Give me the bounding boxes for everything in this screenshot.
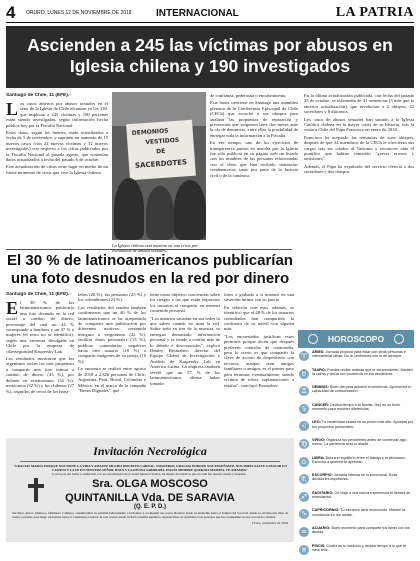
- sign-name: PISCIS:: [312, 543, 326, 548]
- protest-sign: [126, 120, 196, 180]
- story1-headline: Ascienden a 245 las víctimas por abusos en Iglesia chilena y 190 investigados: [6, 26, 414, 88]
- story2-column-4: [224, 292, 294, 434]
- story1-dateline: Santiago de Chile, 11 (EFE).-: [6, 93, 71, 98]
- story2-column-2: [78, 292, 146, 434]
- sign-text: DE: [155, 147, 166, 156]
- horoscope-entry: [298, 508, 414, 526]
- horoscope-entry: [298, 526, 414, 544]
- story1-paragraph: En la última actualización publicada, con fecha del pasado 25 de octubre, se informaba de 41 sentencias (3 más que la anterior actualización), que involucran a 2 obispos, 42 sacerdotes y 8 diáconos.: [304, 93, 414, 115]
- sign-text: VESTIDOS: [145, 136, 180, 147]
- story2-paragraph: Los resultados del sondeo también confirmaron que un 40 % de los latinoamericanos se ha arrepentido de compartir una publicación por diferentes motivos: contenido inseguro o vergonzoso (22 %), facilitar datos personales (13 %), publicar comentarios negativos hacia otro usuario (18 %) o compartir imágenes de su pareja (10 %).: [78, 304, 146, 364]
- obituary-box: [6, 438, 294, 542]
- story2-paragraph: "Los encuestados justifican estos permisos porque dicen que después prefieren controlar de contraseña, pero lo cierto es que compartir la clave de acceso de dispositivos con terceros, aunque sean amigos familiares o amigos, es el primer paso para terminar, eventualmente, siendo víctima de robos, suplantaciones o estafas", concluyó Bestuzhev.: [224, 333, 294, 388]
- story2-paragraph: La encuesta se realizó entre agosto de 2018 a 2.326 personas de Chile, Argentina, Perú, Brasil, Colombia y México, en el marco de la campaña "Besos Digitales", que: [78, 366, 146, 393]
- story1-dropcap: L: [6, 99, 19, 119]
- horoscope-text: [312, 403, 414, 412]
- story1-paragraph: En ese tiempo, uno de los ejercicios de transparencia puesto en marcha por la Iglesia fue sólo publicar en su página web un listado con los nombres de las personas relacionadas con el clero que han recibido sentencias condenatorias, tanto por parte de la Justicia civil o de la canónica.: [210, 140, 298, 178]
- sign-prediction: Tu creatividad estará en su punto más alto. Apuesta por tus proyectos personales.: [312, 420, 414, 429]
- horoscope-sidebar: [298, 330, 414, 554]
- horoscope-text: [312, 491, 414, 500]
- horoscope-text: [312, 526, 414, 535]
- sign-text: SACERDOTES: [134, 158, 188, 170]
- obituary-quote: "GRACIAS MARTA PORQUE NOS DISTE LA VIDA Y AMASTE MUCHO DISUELTO CARNAL. NOSOTROS, GRACIAS PORQUE NOS ENSEÑASTE, NOS IMPULSASTE A SEGUIR UN CAMINO Y LA FE EN NUESTRO SEÑOR JESÚS Y LA DIVINA SABIDURÍA. HASTA SIEMPRE QUERIDA MAMITA. TE AMAMOS": [13, 464, 287, 472]
- story1-paragraph: Estos datos, según los fuentes, están actualizados a fecha de 5 de noviembre, y suponen un aumento de 15 nuevos casos (con 22 nuevas víctimas y 12 nuevos investigados) con respecto a los cifras publicados por la Fiscalía Nacional el pasado agosto, que contenían datos actualizados a fecha del pasado 6 de octubre.: [6, 130, 108, 163]
- sign-name: TAURO:: [312, 367, 327, 372]
- person-silhouette: [114, 178, 144, 240]
- sign-prediction: Confía en tu intuición y dedica tiempo a lo que te hace feliz.: [312, 543, 407, 552]
- obituary-intro: Con la paz del Señor y enaltecido con los sacramentos de la Santa Iglesia Católica, ha dejado de existir la que en vida fue nuestra madre y abuelita:: [52, 472, 247, 476]
- section-name: INTERNACIONAL: [156, 7, 239, 19]
- sign-prediction: Puedes recibir noticias que te sorprenderán. Mantén la calma y actúa con prudencia en tus decisiones.: [312, 367, 413, 376]
- protest-photo: [112, 92, 206, 240]
- story1-column-4: [304, 93, 414, 325]
- sign-name: VIRGO:: [312, 437, 326, 442]
- cross-icon: [28, 478, 44, 502]
- zodiac-wheel-icon: [394, 334, 404, 344]
- story1-column-1: [6, 93, 108, 245]
- zodiac-sign-icon: ♉: [300, 369, 308, 378]
- sign-name: LEO:: [312, 420, 321, 425]
- zodiac-wheel-icon: [308, 334, 318, 344]
- sign-name: ARIES:: [312, 350, 325, 354]
- photo-caption: La Iglesia chilena está inmersa en una crisis por escándalos de abusos sexuales.: [112, 243, 198, 254]
- story2-paragraph: Los resultados mostraron que los argentinos serían los más propensos a compartir una foto íntima a cambio de dinero (43 %), por delante en ecuatorianos (34 %), mexicanos (32 %) y los chilenos (27 %), seguidos de cerca de los brasi-: [6, 356, 74, 394]
- horoscope-entry: [298, 456, 414, 474]
- story2-paragraph: leños (26 %), los peruanos (25 %) y los colombianos (23 %).: [78, 292, 146, 303]
- deceased-surname: QUINTANILLA Vda. DE SARAVIA: [65, 492, 235, 504]
- sign-prediction: Buen día para asuntos económicos. Aprovecha tu capacidad de comunicación.: [312, 385, 412, 394]
- story1-paragraph: de confianza, pederastia o encubrimiento.: [210, 93, 287, 98]
- horoscope-entry: [298, 438, 414, 456]
- sign-name: ESCORPIO:: [312, 473, 333, 478]
- sign-name: ACUARIO:: [312, 525, 331, 530]
- section-divider: [6, 249, 292, 250]
- sign-prediction: Organiza tus pendientes antes de comenzar algo nuevo. La paciencia será tu aliada.: [312, 437, 407, 447]
- zodiac-sign-icon: ♓: [300, 545, 308, 554]
- horoscope-text: [312, 385, 414, 394]
- obituary-details: Sus hijos, nietos, bisnietos, familiares y amigos, comunicamos su sensible fallecimiento e invitamos a acompañar sus restos mortales desde su domicilio hasta el Templo del Socavón donde se oficiará una misa de cuerpo presente, para luego trasladarse hasta el Cementerio General de esta ciudad donde recibirá cristiana sepultura. Agradecemos de antemano a las personas que nos acompañen en este acto de fe cristiana.: [12, 511, 288, 519]
- horoscope-text: [312, 368, 414, 377]
- horoscope-text: [312, 473, 414, 482]
- horoscope-header: [298, 330, 414, 348]
- header-rule: [6, 22, 414, 23]
- zodiac-sign-icon: ♍: [300, 439, 308, 448]
- story1-paragraph: Los casos de abusos sexuales han sumido a la Iglesia Católica chilena en la mayor crisis de su historia, tras la visita a Chile del Papa Francisco en enero de 2018.: [304, 116, 414, 133]
- zodiac-sign-icon: ♋: [300, 404, 308, 413]
- story1-paragraph: Este actualización de cifras tiene lugar en medio de un fuerte momento de crisis que vive la Iglesia chilena: [6, 164, 108, 175]
- zodiac-sign-icon: ♏: [300, 475, 308, 484]
- horoscope-entry: [298, 473, 414, 491]
- sign-prediction: Buen momento para compartir tus ideas con los demás.: [312, 525, 410, 535]
- zodiac-sign-icon: ♈: [300, 352, 308, 360]
- zodiac-sign-icon: ♒: [300, 527, 308, 536]
- zodiac-sign-icon: ♎: [300, 457, 308, 466]
- deceased-name: Sra. OLGA MOSCOSO: [92, 478, 208, 490]
- horoscope-text: [312, 438, 414, 447]
- horoscope-text: [312, 508, 414, 517]
- story2-headline: El 30 % de latinoamericanos publicarían una foto desnudos en la red por dinero: [7, 252, 293, 287]
- story1-paragraph: Francisco ha aceptado las renuncias de siete obispos, después de que 34 miembros de la CECh le ofrecieran sus cargos tras ser citados al Vaticano y reconocer ante el pontífice que habían cometido "graves errores y omisiones".: [304, 134, 414, 162]
- zodiac-sign-icon: ♐: [300, 492, 308, 501]
- story2-paragraph: "Los usuarios sacarían en sus redes lo que saben cuando no usan la red. Sobre todo en tres de la muestra, se entregan demasiado información personal y se tiende a confiar más de lo debido e desconocidos", explicó Dmitry Bestuzhev, director del Equipo Global de Investigación y Análisis de Kaspersky Lab en América Latina. La empresa también reveló que un 57 % de los latinoamericanos afirma haber tomado: [150, 315, 220, 386]
- story2-column-1: [6, 292, 74, 434]
- story2-paragraph: l 30 % de los latinoamericanos publicaría una foto desnudo en la red social a cambio de dinero, porcentaje del cual un 44 % corresponde a hombres y un 37 % a mujeres (el resto no se identifica), según una encuesta divulgada en Chile por la empresa de ciberseguridad Kaspersky Lab.: [6, 300, 74, 354]
- sign-name: SAGITARIO:: [312, 490, 334, 495]
- edition-date: ORURO, LUNES 12 DE NOVIEMBRE DE 2018: [26, 10, 132, 16]
- obituary-place: Oruro, noviembre de 2018: [252, 520, 288, 525]
- story2-dateline: Santiago de Chile, 11 (EFE).-: [6, 292, 71, 297]
- rip-label: (Q. E. P. D.): [134, 504, 166, 510]
- sign-name: CÁNCER:: [312, 402, 330, 407]
- story2-dropcap: E: [6, 298, 19, 318]
- sign-name: GÉMINIS:: [312, 385, 329, 390]
- page-header: [6, 4, 414, 22]
- horoscope-entry: [298, 491, 414, 509]
- person-silhouette: [146, 186, 174, 240]
- zodiac-sign-icon: ♊: [300, 387, 308, 396]
- sign-name: LIBRA:: [312, 455, 325, 460]
- horoscope-text: [312, 544, 414, 553]
- story2-paragraph: En relación con esto, además, se identificó que el 48 % de los usuarios consultados han compartido la confianza de su móvil con alguien más.: [224, 304, 294, 332]
- story2-paragraph: tiene como objetivo concienciar sobre los riesgos a los que están expuestos los usuarios al compartir en internet contenido personal.: [150, 292, 220, 314]
- page-number: 4: [6, 3, 16, 22]
- story1-column-3: [210, 93, 298, 245]
- sign-prediction: Jornada intensa en lo emocional. Evita decisiones impulsivas.: [312, 473, 398, 482]
- sign-prediction: Un viaje o una nueva experiencia te llenará de entusiasmo.: [312, 490, 411, 500]
- sign-name: CAPRICORNIO:: [312, 508, 340, 513]
- story1-paragraph: os casos abiertos por abusos sexuales en el seno de la Iglesia de Chile alcanzan ya los 139, que implican a 245 víctimas y 190 personas están siendo investigadas, según información hecha pública hoy por la Fiscalía Nacional.: [6, 101, 108, 128]
- horoscope-entry: [298, 544, 414, 561]
- sign-prediction: Dedica tiempo a tu familia. Hoy es un buen momento para resolver diferencias.: [312, 402, 401, 412]
- sign-text: DEMONIOS: [131, 127, 169, 137]
- zodiac-sign-icon: ♌: [300, 422, 308, 431]
- zodiac-sign-icon: ♑: [300, 510, 308, 519]
- horoscope-text: [312, 456, 414, 465]
- horoscope-text: [312, 420, 414, 429]
- story2-paragraph: fotos o grabado a sí mismos en una situación íntima con su pareja.: [224, 292, 294, 303]
- story1-paragraph: Además, el Papa ha expulsado del servicio clerical a dos sacerdotes y dos obispos.: [304, 163, 414, 175]
- newspaper-logo: LA PATRIA: [335, 5, 414, 20]
- sign-prediction: Tu esfuerzo será reconocido. Mantén la constancia en tus metas.: [312, 508, 406, 517]
- horoscope-entry: [298, 403, 414, 421]
- sign-prediction: Jornada propicia para estar con otras personas e intercambiar ideas. No te conformes con lo de siempre.: [312, 350, 406, 359]
- story2-column-3: [150, 292, 220, 434]
- person-silhouette: [174, 180, 206, 240]
- horoscope-text: [312, 350, 414, 359]
- horoscope-entry: [298, 385, 414, 403]
- horoscope-title: HOROSCOPO: [327, 334, 385, 344]
- sign-prediction: Busca el equilibrio entre el trabajo y el descanso. Escucha a quienes te aprecian.: [312, 455, 406, 464]
- horoscope-entry: [298, 368, 414, 386]
- obituary-rule: [20, 461, 280, 462]
- horoscope-list: [298, 350, 414, 561]
- story1-paragraph: Este bases conviene en Santiago una asamblea plenaria de la Conferencia Episcopal de Chile (CECh) que escuchó a sus obispos para analizar las propuestas de reparación y prevención que surgieron hace dos meses ante la ola de denuncias, entre ellas la posibilidad de entregar toda la información a la Fiscalía.: [210, 100, 298, 138]
- horoscope-entry: [298, 350, 414, 368]
- horoscope-entry: [298, 420, 414, 438]
- obituary-title: Invitación Necrológica: [93, 444, 207, 458]
